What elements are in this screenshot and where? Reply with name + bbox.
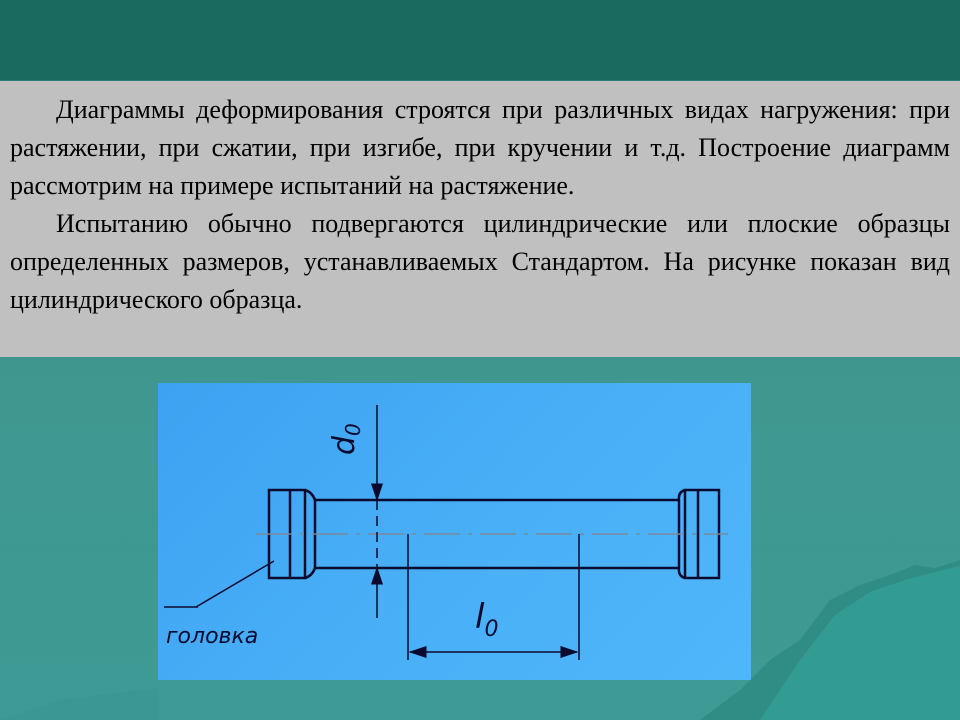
text-panel	[0, 81, 960, 357]
paragraph-1: Диаграммы деформирования строятся при различных видах нагружения: при растяжении, при сжатии, при изгибе, при кручении и т.д. Построение диаграмм рассмотрим на примере испытаний на растяжение.	[10, 95, 950, 200]
specimen-figure	[158, 383, 751, 680]
head-leader-line	[196, 561, 274, 607]
paragraph-2: Испытанию обычно подвергаются цилиндрические или плоские образцы определенных размеров, устанавливаемых Стандартом. На рисунке показан вид цилиндрического образца.	[10, 209, 950, 314]
diameter-label: $d_0$	[327, 423, 365, 455]
head-label: головка	[166, 624, 259, 649]
length-label: $l_0$	[475, 597, 499, 642]
